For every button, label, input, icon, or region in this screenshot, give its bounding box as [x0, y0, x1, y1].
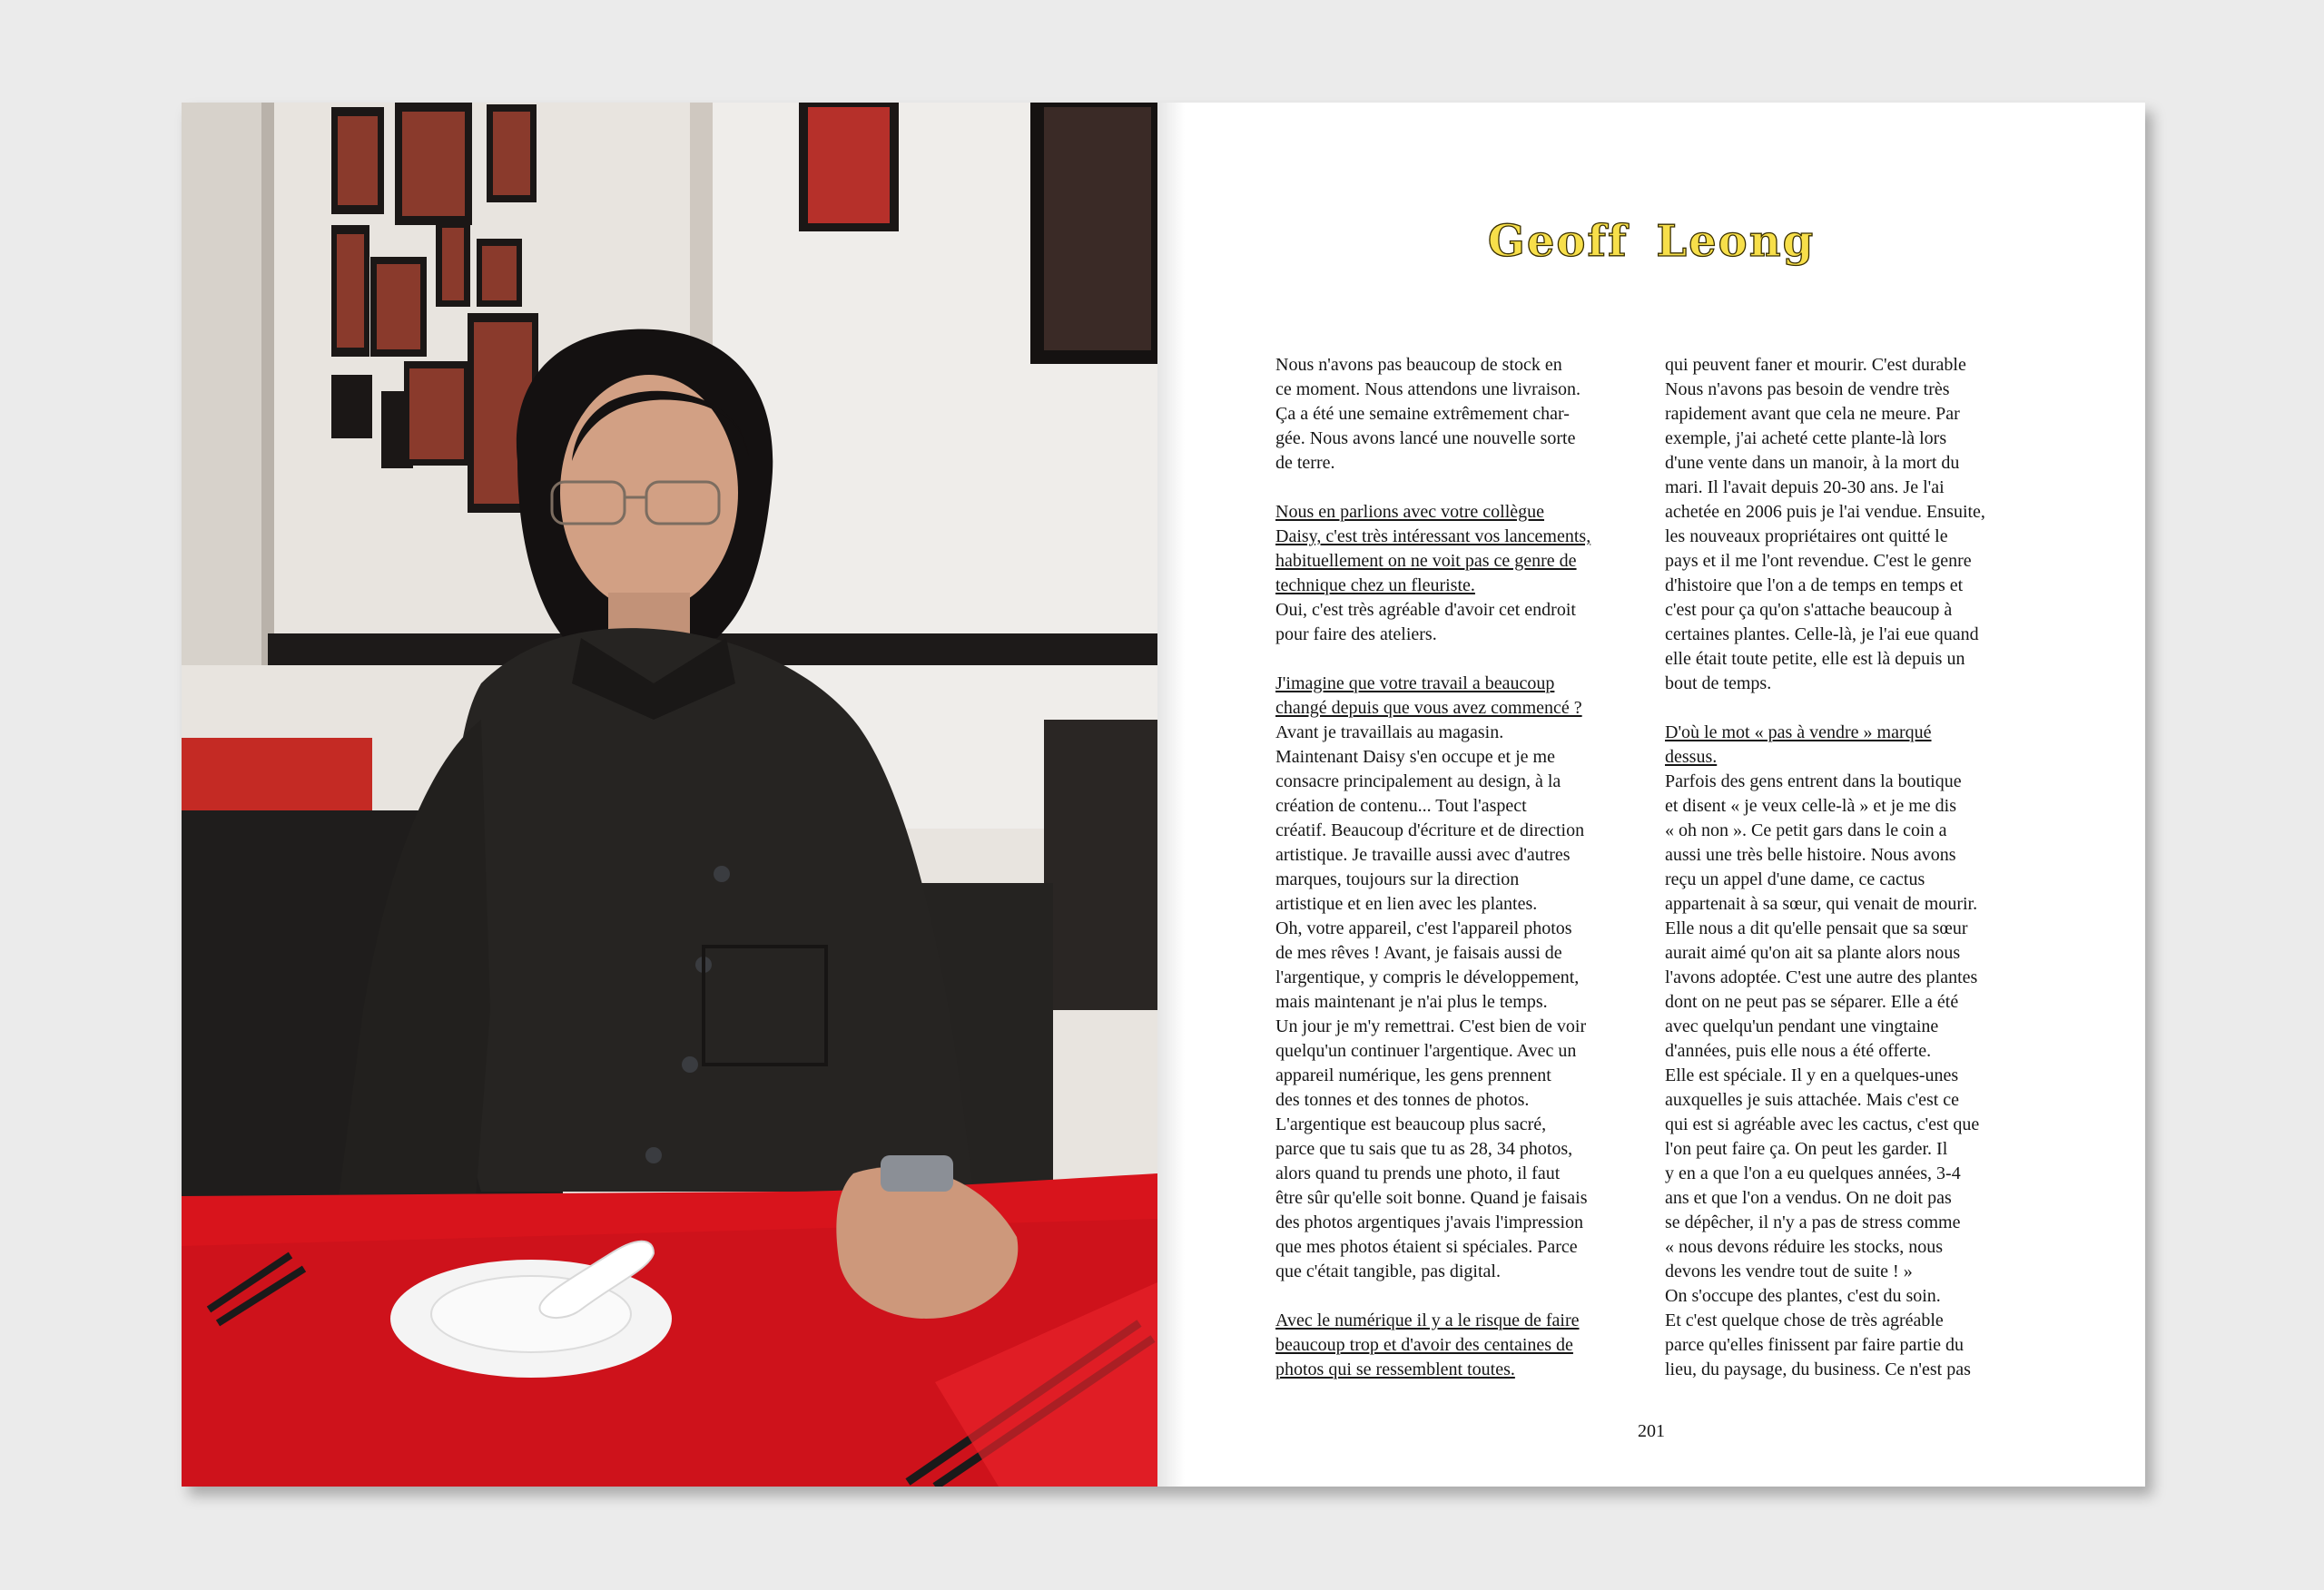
text-column-right — [1665, 353, 2028, 1382]
portrait-illustration — [182, 103, 1157, 1487]
page-gutter-shadow — [1157, 103, 1185, 1487]
magazine-spread — [182, 103, 2145, 1487]
article-page — [1157, 103, 2145, 1487]
article-title: Geoff Leong — [1487, 216, 1816, 267]
interview-answer: Nous n'avons pas beaucoup de stock en ce moment. Nous attendons une livraison. Ça a été une semaine extrêmement char- gée. Nous avons lancé une nouvelle sorte de terre. — [1275, 355, 1581, 473]
interview-question: Avec le numérique il y a le risque de faire beaucoup trop et d'avoir des centaines de photos qui se ressemblent toutes. — [1275, 1310, 1580, 1379]
interview-answer: Parfois des gens entrent dans la boutique et disent « je veux celle-là » et je me dis « oh non ». Ce petit gars dans le coin a aussi une très belle histoire. Nous avons reçu un appel d'une dame, ce cactus appartenait à sa sœur, qui venait de mourir. Elle nous a dit qu'elle pensait que sa sœur aurait aimé qu'on ait sa plante alors nous l'avons adoptée. C'est une autre des plantes dont on ne peut pas se séparer. Elle a été avec quelqu'un pendant une vingtaine d'années, puis elle nous a été offerte. Elle est spéciale. Il y en a quelques-unes auxquelles je suis attachée. Mais c'est ce qui est si agréable avec les cactus, c'est que l'on peut faire ça. On peut les garder. Il y en a que l'on a eu quelques années, 3-4 ans et que l'on a vendus. On ne doit pas se dépêcher, il n'y a pas de stress comme « nous devons réduire les stocks, nous devons les vendre tout de suite ! » On s'occupe des plantes, c'est du soin. Et c'est quelque chose de très agréable parce qu'elles finissent par faire partie du lieu, du paysage, du business. Ce n'est pas — [1665, 771, 1980, 1379]
interview-question: D'où le mot « pas à vendre » marqué dessus. — [1665, 722, 1932, 767]
portrait-photo — [182, 103, 1157, 1487]
interview-answer: Oui, c'est très agréable d'avoir cet endroit pour faire des ateliers. — [1275, 600, 1576, 644]
page-number: 201 — [1638, 1421, 1665, 1441]
interview-answer: Avant je travaillais au magasin. Maintenant Daisy s'en occupe et je me consacre principalement au design, à la création de contenu... Tout l'aspect créatif. Beaucoup d'écriture et de direction artistique. Je travaille aussi avec d'autres marques, toujours sur la direction artistique et en lien avec les plantes. Oh, votre appareil, c'est l'appareil photos de mes rêves ! Avant, je faisais aussi de l'argentique, y compris le développement, mais maintenant je n'ai plus le temps. Un jour je m'y remettrai. C'est bien de voir quelqu'un continuer l'argentique. Avec un appareil numérique, les gens prennent des tonnes et des tonnes de photos. L'argentique est beaucoup plus sacré, parce que tu sais que tu as 28, 34 photos, alors quand tu prends une photo, il faut être sûr qu'elle soit bonne. Quand je faisais des photos argentiques j'avais l'impression que mes photos étaient si spéciales. Parce que c'était tangible, pas digital. — [1275, 722, 1588, 1281]
interview-answer: qui peuvent faner et mourir. C'est durable Nous n'avons pas besoin de vendre très rapidement avant que cela ne meure. Par exemple, j'ai acheté cette plante-là lors d'une vente dans un manoir, à la mort du mari. Il l'avait depuis 20-30 ans. Je l'ai achetée en 2006 puis je l'ai vendue. Ensuite, les nouveaux propriétaires ont quitté le pays et il me l'ont revendue. C'est le genre d'histoire que l'on a de temps en temps et c'est pour ça qu'on s'attache beaucoup à certaines plantes. Celle-là, je l'ai eue quand elle était toute petite, elle est là depuis un bout de temps. — [1665, 355, 1985, 693]
interview-question: J'imagine que votre travail a beaucoup changé depuis que vous avez commencé ? — [1275, 673, 1582, 718]
interview-question: Nous en parlions avec votre collègue Daisy, c'est très intéressant vos lancements, habituellement on ne voit pas ce genre de technique chez un fleuriste. — [1275, 502, 1591, 595]
text-column-left — [1275, 353, 1639, 1382]
